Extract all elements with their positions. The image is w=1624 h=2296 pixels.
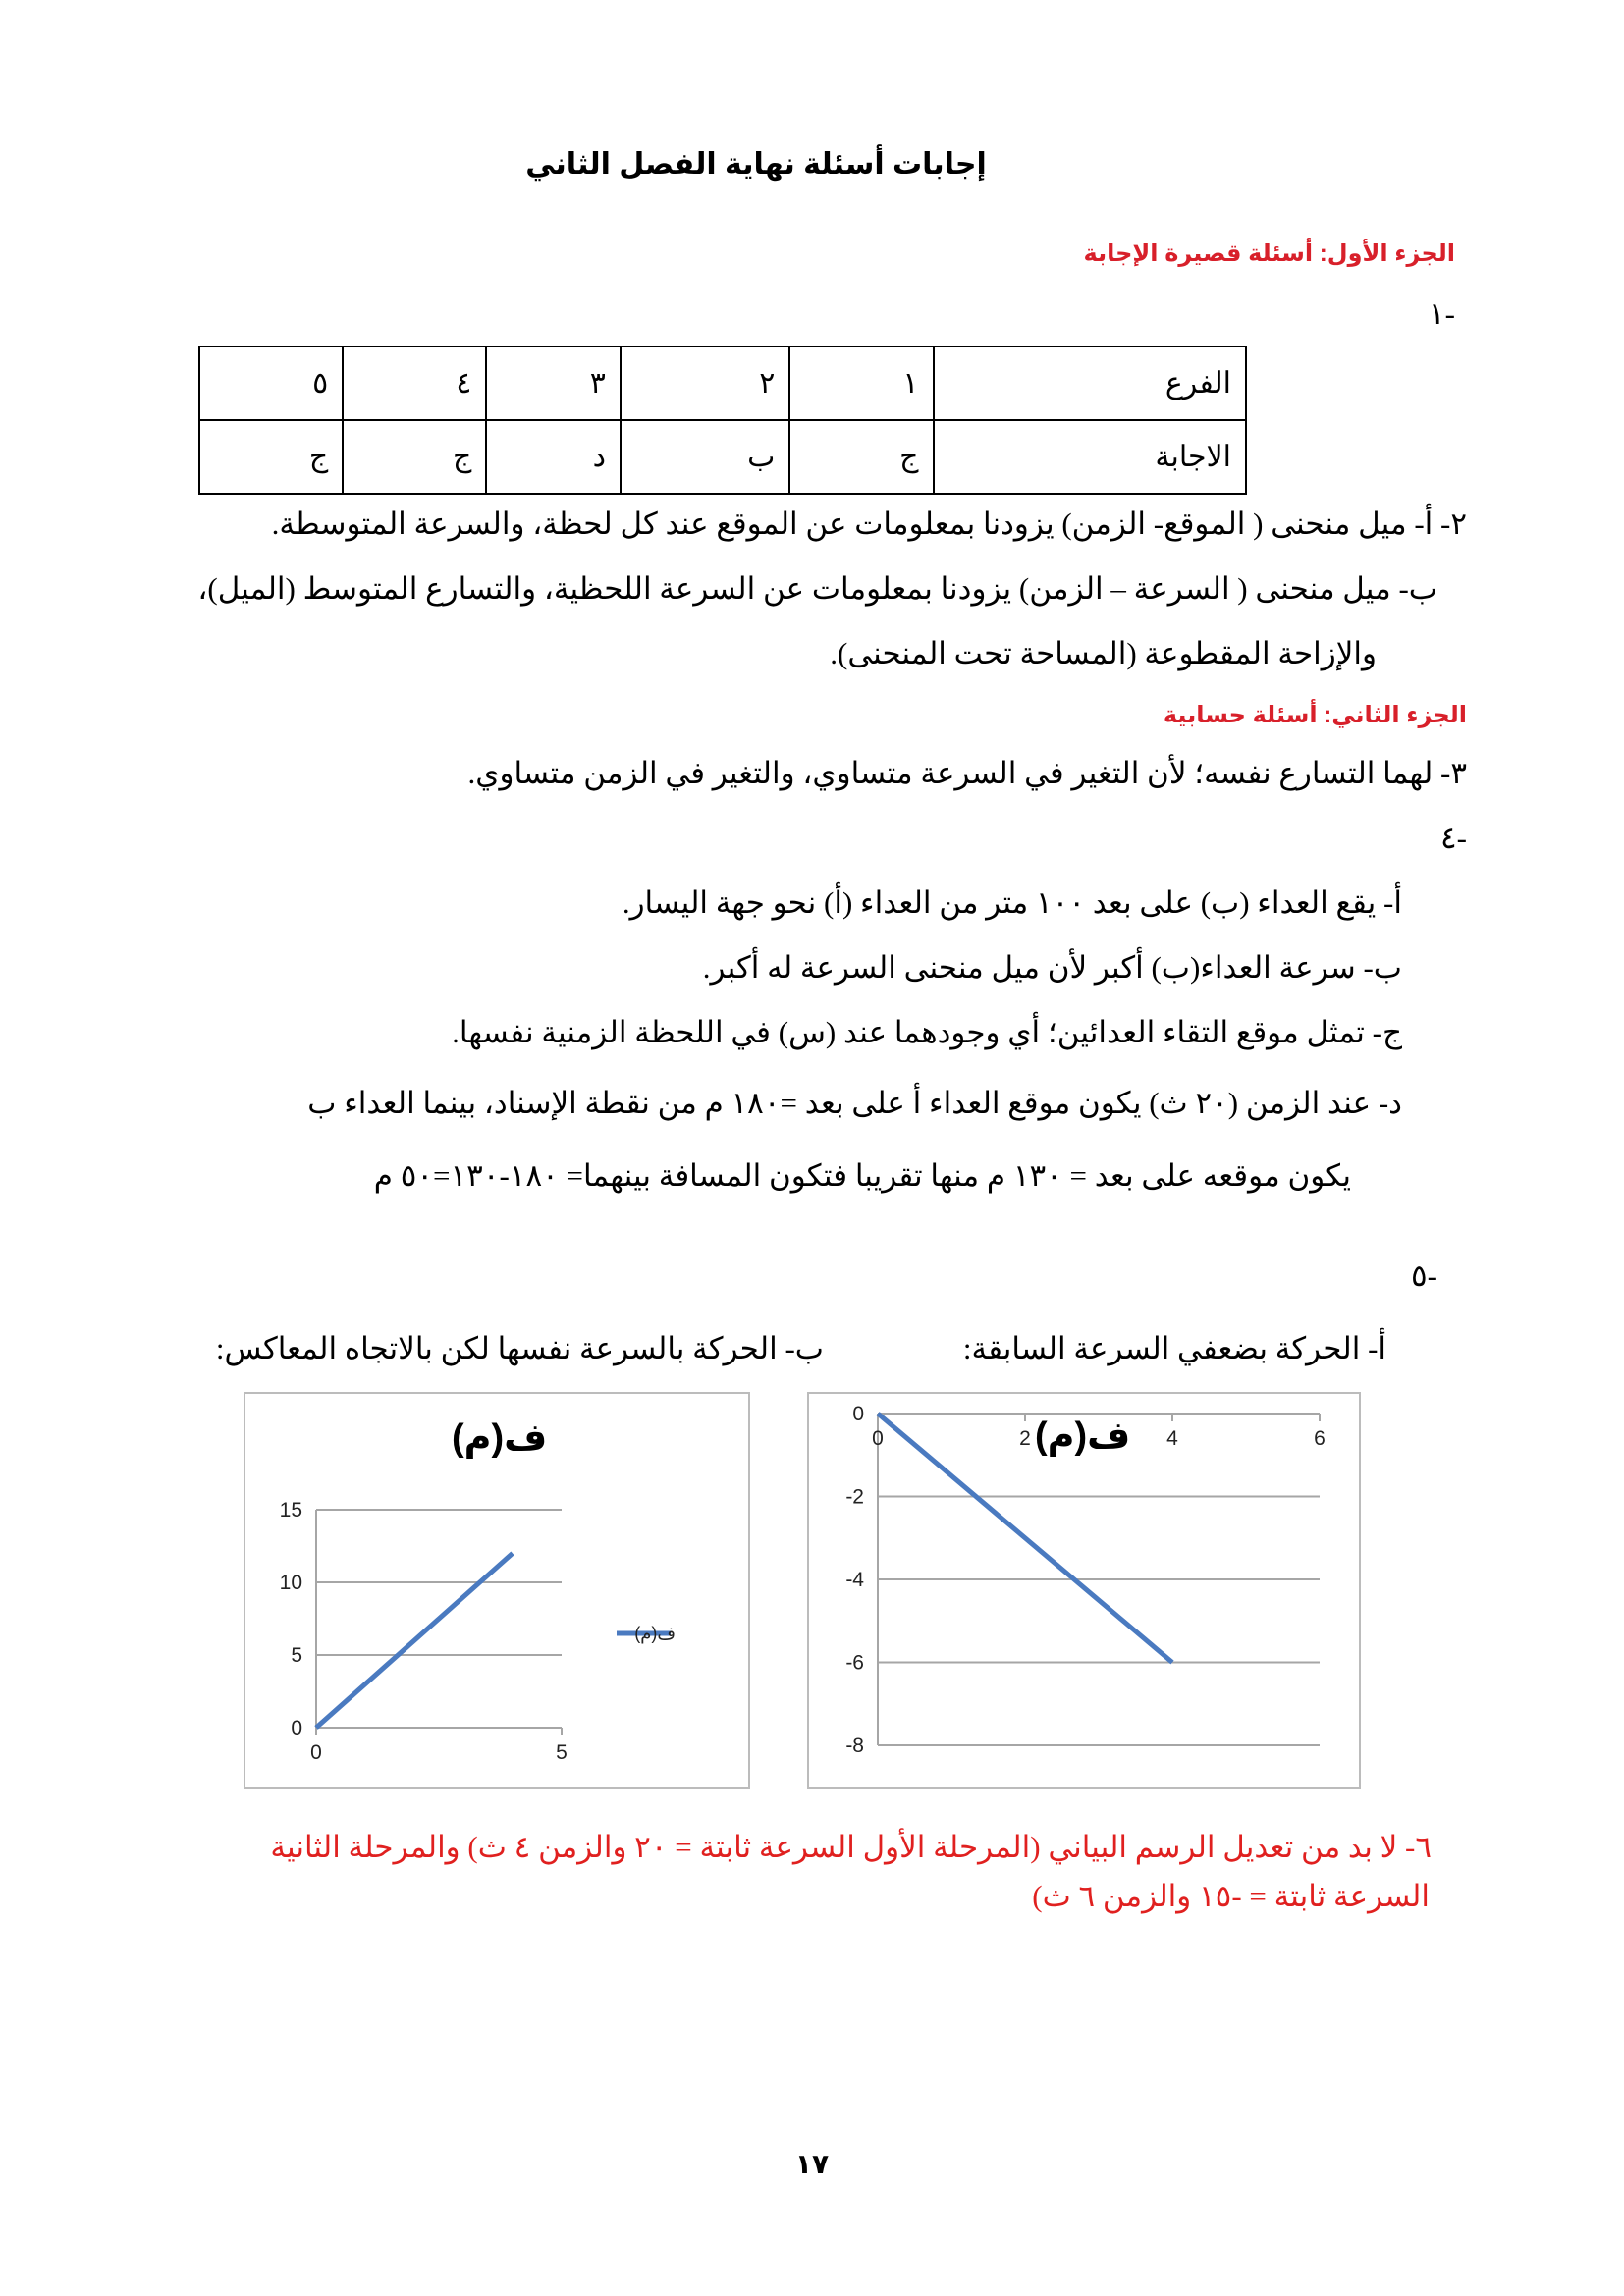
q4-d-line2: يكون موقعه على بعد = ١٣٠ م منها تقريبا فتكون المسافة بينهما= ١٨٠-١٣٠=٥٠ م <box>373 1158 1351 1193</box>
table-row <box>199 347 1246 420</box>
y-tick-label: 0 <box>852 1403 864 1425</box>
x-tick-label: 4 <box>1166 1427 1178 1450</box>
table-cell: ١ <box>789 347 933 420</box>
chart-b-frame <box>244 1392 750 1789</box>
q2-a: ٢- أ- ميل منحنى ( الموقع- الزمن) يزودنا بمعلومات عن الموقع عند كل لحظة، والسرعة المتوسطة. <box>271 507 1467 541</box>
y-tick-label: 0 <box>291 1717 302 1739</box>
series-line <box>316 1553 513 1728</box>
y-tick-label: 10 <box>279 1572 302 1594</box>
q6-line1: ٦- لا بد من تعديل الرسم البياني (المرحلة الأول السرعة ثابتة = ٢٠ والزمن ٤ ث) والمرحلة الثانية <box>270 1830 1432 1864</box>
q5-b-caption: ب- الحركة بالسرعة نفسها لكن بالاتجاه المعاكس: <box>215 1331 824 1365</box>
table-answer-label: الاجابة <box>934 420 1246 494</box>
q4-a: أ- يقع العداء (ب) على بعد ١٠٠ متر من العداء (أ) نحو جهة اليسار. <box>622 885 1402 920</box>
answer-table <box>198 346 1247 495</box>
q5-a-caption: أ- الحركة بضعفي السرعة السابقة: <box>962 1331 1386 1365</box>
table-cell: ب <box>621 420 789 494</box>
x-tick-label: 5 <box>556 1741 568 1764</box>
table-header-label: الفرع <box>934 347 1246 420</box>
y-tick-label: -6 <box>845 1651 864 1675</box>
q4-b: ب- سرعة العداء(ب) أكبر لأن ميل منحنى السرعة له أكبر. <box>702 950 1402 985</box>
part2-heading: الجزء الثاني: أسئلة حسابية <box>1163 702 1467 728</box>
table-cell: د <box>486 420 621 494</box>
table-cell: ج <box>789 420 933 494</box>
table-cell: ٢ <box>621 347 789 420</box>
table-cell: ج <box>199 420 343 494</box>
y-tick-label: 15 <box>279 1499 302 1522</box>
x-tick-label: 2 <box>1019 1427 1031 1450</box>
q4-c: ج- تمثل موقع التقاء العدائين؛ أي وجودهما عند (س) في اللحظة الزمنية نفسها. <box>452 1015 1402 1049</box>
q6-line2: السرعة ثابتة = -١٥ والزمن ٦ ث) <box>1032 1879 1430 1913</box>
page-title: إجابات أسئلة نهاية الفصل الثاني <box>525 148 987 181</box>
q2-b-line2: والإزاحة المقطوعة (المساحة تحت المنحنى). <box>830 636 1377 670</box>
y-tick-label: -8 <box>845 1735 864 1757</box>
y-tick-label: -4 <box>845 1569 864 1591</box>
chart-a-title: ف(م) <box>1035 1415 1131 1457</box>
legend-label: ف(م) <box>634 1624 676 1643</box>
q2-b-line1: ب- ميل منحنى ( السرعة – الزمن) يزودنا بمعلومات عن السرعة اللحظية، والتسارع المتوسط (الميل)، <box>197 571 1437 606</box>
q3: ٣- لهما التسارع نفسه؛ لأن التغير في السرعة متساوي، والتغير في الزمن متساوي. <box>467 756 1467 790</box>
y-tick-label: 5 <box>291 1644 302 1667</box>
q5-label: ٥- <box>1411 1258 1437 1293</box>
page-number: ١٧ <box>794 2149 830 2179</box>
q4-label: ٤- <box>1440 821 1467 855</box>
x-tick-label: 0 <box>310 1741 322 1764</box>
x-tick-label: 0 <box>872 1427 884 1450</box>
table-row <box>199 420 1246 494</box>
q1-label: ١- <box>1429 296 1455 331</box>
y-tick-label: -2 <box>845 1485 864 1509</box>
chart-b-title: ف(م) <box>452 1417 548 1459</box>
table-cell: ٤ <box>343 347 486 420</box>
table-cell: ٥ <box>199 347 343 420</box>
q4-d-line1: د- عند الزمن (٢٠ ث) يكون موقع العداء أ على بعد =١٨٠ م من نقطة الإسناد، بينما العداء ب <box>307 1086 1402 1120</box>
part1-heading: الجزء الأول: أسئلة قصيرة الإجابة <box>1083 240 1455 267</box>
table-cell: ج <box>343 420 486 494</box>
table-cell: ٣ <box>486 347 621 420</box>
chart-a-frame <box>807 1392 1361 1789</box>
x-tick-label: 6 <box>1314 1427 1326 1450</box>
